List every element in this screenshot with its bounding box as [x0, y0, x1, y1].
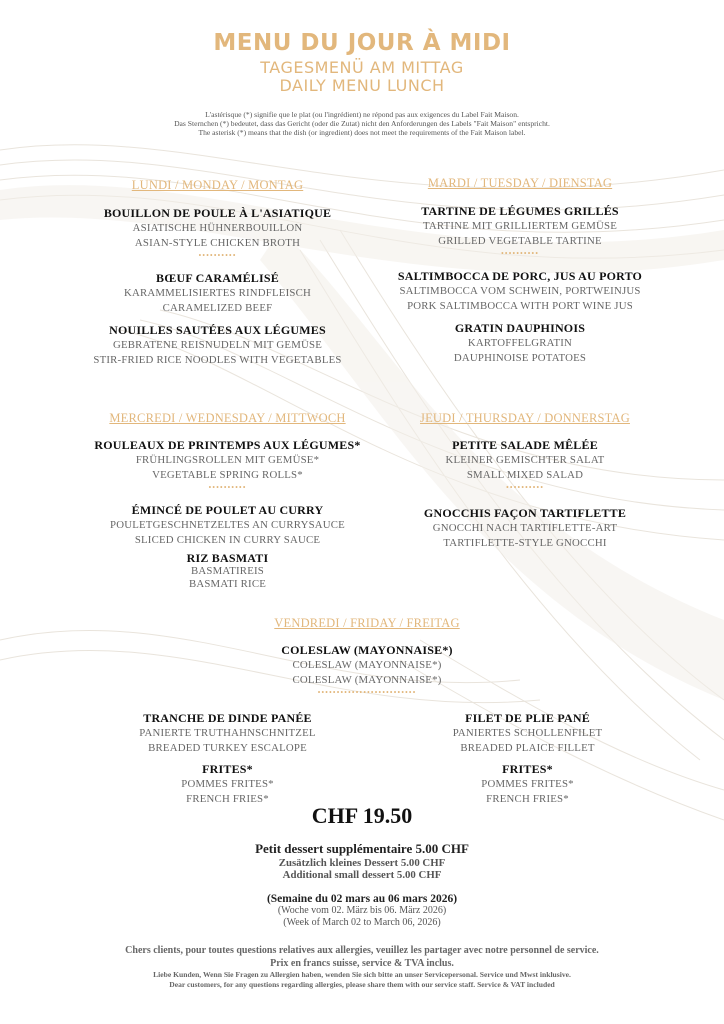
dish-name-fr: FILET DE PLIE PANÉ — [465, 711, 590, 725]
dish-name-de: KARTOFFELGRATIN — [467, 337, 573, 349]
dish-name-en: CARAMELIZED BEEF — [162, 302, 273, 314]
dish-name-en: VEGETABLE SPRING ROLLS* — [152, 469, 303, 481]
footer-allergy-en: Dear customers, for any questions regarding allergies, please share them with our service staff. Service & VAT included — [169, 980, 555, 989]
note-fr: L'astérisque (*) signifie que le plat (ou l'ingrédient) ne répond pas aux exigences du Label Fait Maison. — [205, 110, 519, 119]
dish-name-de: BASMATIREIS — [191, 565, 264, 577]
day-heading-thursday: JEUDI / THURSDAY / DONNERSTAG — [420, 411, 630, 425]
dish-name-fr: TARTINE DE LÉGUMES GRILLÉS — [421, 204, 619, 218]
dish-name-fr: BOUILLON DE POULE À L'ASIATIQUE — [103, 206, 332, 220]
menu-title-german: TAGESMENÜ AM MITTAG — [260, 58, 464, 77]
dish-name-en: COLESLAW (MAYONNAISE*) — [292, 674, 442, 686]
wednesday-dish-1 — [70, 437, 385, 493]
dish-name-de: POMMES FRITES* — [181, 778, 274, 790]
friday-starter — [0, 642, 724, 698]
dish-name-de: FRÜHLINGSROLLEN MIT GEMÜSE* — [135, 454, 320, 466]
dish-name-fr: ÉMINCÉ DE POULET AU CURRY — [131, 503, 324, 517]
dish-name-fr: FRITES* — [502, 762, 553, 776]
dish-name-en: SMALL MIXED SALAD — [466, 469, 584, 481]
dish-name-en: BREADED TURKEY ESCALOPE — [148, 742, 307, 754]
dish-name-de: POULETGESCHNETZELTES AN CURRYSAUCE — [110, 519, 345, 531]
wednesday-dish-2 — [70, 502, 385, 548]
dish-name-en: STIR-FRIED RICE NOODLES WITH VEGETABLES — [93, 354, 342, 366]
monday-dish-2 — [40, 270, 395, 316]
dish-name-fr: TRANCHE DE DINDE PANÉE — [143, 711, 312, 725]
fait-maison-notes — [0, 110, 724, 137]
note-en: The asterisk (*) means that the dish (or ingredient) does not meet the requirements of the Fait Maison label. — [198, 128, 526, 137]
wednesday-dish-3 — [70, 551, 385, 591]
dish-separator: •••••••••• — [500, 249, 539, 258]
thursday-dish-2 — [380, 505, 670, 551]
day-heading-monday: LUNDI / MONDAY / MONTAG — [131, 178, 304, 192]
dish-name-en: GRILLED VEGETABLE TARTINE — [438, 235, 602, 247]
dish-name-en: TARTIFLETTE-STYLE GNOCCHI — [443, 537, 607, 549]
footer-allergy-fr: Chers clients, pour toutes questions relatives aux allergies, veuillez les partager avec notre personnel de service. — [125, 945, 599, 956]
dish-name-en: PORK SALTIMBOCCA WITH PORT WINE JUS — [407, 300, 633, 312]
monday-dish-1 — [40, 205, 395, 261]
week-de: (Woche vom 02. März bis 06. März 2026) — [277, 905, 447, 916]
dish-name-fr: NOUILLES SAUTÉES AUX LÉGUMES — [109, 323, 326, 337]
tuesday-dish-1 — [370, 203, 670, 259]
menu-price: CHF 19.50 — [311, 803, 413, 828]
friday-right-dish-2 — [400, 761, 655, 807]
footer-allergy-de: Liebe Kunden, Wenn Sie Fragen zu Allergien haben, wenden Sie sich bitte an unser Servicepersonal. Service und Mwst inklusive. — [153, 970, 571, 979]
dish-name-de: KARAMMELISIERTES RINDFLEISCH — [123, 287, 311, 299]
dessert-info — [0, 841, 724, 881]
menu-title-english: DAILY MENU LUNCH — [279, 76, 445, 95]
dish-name-fr: PETITE SALADE MÊLÉE — [452, 438, 598, 452]
dish-name-de: POMMES FRITES* — [481, 778, 574, 790]
dish-name-en: DAUPHINOISE POTATOES — [453, 352, 587, 364]
dish-name-de: KLEINER GEMISCHTER SALAT — [445, 454, 605, 466]
dish-name-fr: GNOCCHIS FAÇON TARTIFLETTE — [423, 506, 627, 520]
dish-name-fr: COLESLAW (MAYONNAISE*) — [281, 643, 453, 657]
week-fr: (Semaine du 02 mars au 06 mars 2026) — [266, 893, 458, 905]
tuesday-dish-3 — [370, 320, 670, 366]
dish-name-de: PANIERTE TRUTHAHNSCHNITZEL — [139, 727, 316, 739]
dish-name-fr: ROULEAUX DE PRINTEMPS AUX LÉGUMES* — [94, 438, 361, 452]
tuesday-dish-2 — [370, 268, 670, 314]
dish-separator: •••••••••• — [208, 483, 247, 492]
dish-name-en: FRENCH FRIES* — [486, 793, 569, 805]
dish-name-de: PANIERTES SCHOLLENFILET — [452, 727, 603, 739]
friday-right-dish-1 — [400, 710, 655, 756]
dish-name-en: BREADED PLAICE FILLET — [460, 742, 595, 754]
week-info — [0, 893, 724, 929]
dish-name-en: FRENCH FRIES* — [186, 793, 269, 805]
dish-name-de: GNOCCHI NACH TARTIFLETTE-ART — [432, 522, 618, 534]
dish-name-de: TARTINE MIT GRILLIERTEM GEMÜSE — [422, 220, 618, 232]
dish-separator-long: •••••••••••••••••••••••••• — [317, 688, 417, 697]
dish-name-en: ASIAN-STYLE CHICKEN BROTH — [134, 237, 301, 249]
footer-notes — [0, 944, 724, 990]
dish-name-de: SALTIMBOCCA VOM SCHWEIN, PORTWEINJUS — [399, 285, 641, 297]
dessert-fr: Petit dessert supplémentaire 5.00 CHF — [255, 841, 469, 856]
note-de: Das Sternchen (*) bedeutet, dass das Gericht (oder die Zutat) nicht den Anforderungen des Labels "Fait Maison" entspricht. — [174, 119, 550, 128]
monday-dish-3 — [40, 322, 395, 368]
day-heading-tuesday: MARDI / TUESDAY / DIENSTAG — [427, 176, 613, 190]
dessert-en: Additional small dessert 5.00 CHF — [282, 869, 442, 881]
footer-price-fr: Prix en francs suisse, service & TVA inclus. — [270, 958, 454, 969]
dish-name-de: GEBRATENE REISNUDELN MIT GEMÜSE — [112, 339, 323, 351]
dish-name-fr: GRATIN DAUPHINOIS — [454, 321, 586, 335]
menu-title: MENU DU JOUR À MIDI — [213, 30, 511, 56]
day-heading-wednesday: MERCREDI / WEDNESDAY / MITTWOCH — [109, 411, 346, 425]
dish-name-fr: FRITES* — [202, 762, 253, 776]
dish-name-fr: SALTIMBOCCA DE PORC, JUS AU PORTO — [397, 269, 643, 283]
dish-name-en: BASMATI RICE — [188, 578, 267, 590]
dish-separator: •••••••••• — [505, 483, 544, 492]
dish-name-fr: RIZ BASMATI — [186, 551, 269, 565]
dish-name-de: ASIATISCHE HÜHNERBOUILLON — [132, 222, 303, 234]
day-heading-friday: VENDREDI / FRIDAY / FREITAG — [274, 616, 460, 630]
dish-name-fr: BŒUF CARAMÉLISÉ — [156, 271, 279, 285]
week-en: (Week of March 02 to March 06, 2026) — [283, 917, 441, 928]
thursday-dish-1 — [380, 437, 670, 493]
dish-name-de: COLESLAW (MAYONNAISE*) — [292, 659, 442, 671]
dish-name-en: SLICED CHICKEN IN CURRY SAUCE — [134, 534, 321, 546]
friday-left-dish-1 — [70, 710, 385, 756]
dish-separator: •••••••••• — [198, 251, 237, 260]
friday-left-dish-2 — [70, 761, 385, 807]
dessert-de: Zusätzlich kleines Dessert 5.00 CHF — [278, 857, 446, 869]
